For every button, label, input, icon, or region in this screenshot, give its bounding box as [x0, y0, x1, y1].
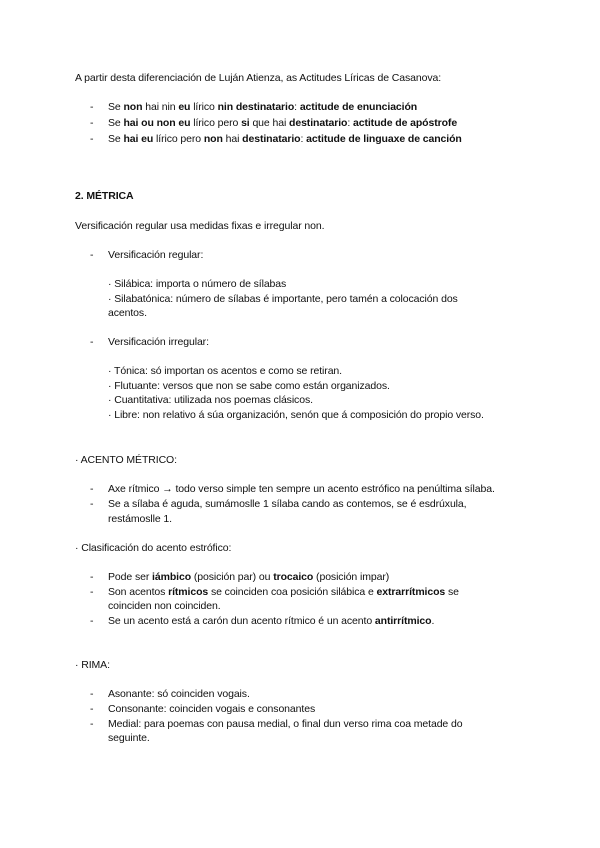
- text-run: Se un acento está a carón dun acento rítmico é un acento: [108, 615, 375, 627]
- section-heading-acento: · ACENTO MÉTRICO:: [75, 454, 177, 466]
- list-dash: -: [90, 336, 94, 348]
- list-item-irregular: Versificación irregular:: [108, 336, 209, 348]
- sub-item: acentos.: [108, 307, 147, 319]
- text-run: se coinciden coa posición silábica e: [208, 586, 377, 598]
- list-item: Se a sílaba é aguda, sumámoslle 1 sílaba cando as contemos, se é esdrúxula,: [108, 498, 467, 510]
- list-dash: -: [90, 483, 94, 495]
- text-run: .: [431, 615, 435, 627]
- list-dash: -: [90, 133, 94, 145]
- text-run: :: [294, 101, 300, 113]
- list-item: Axe rítmico → todo verso simple ten sempre un acento estrófico na penúltima sílaba.: [108, 483, 495, 495]
- bold-text: destinatario: [242, 133, 301, 145]
- bold-text: rítmicos: [168, 586, 209, 598]
- list-dash: -: [90, 586, 94, 598]
- metrica-intro: Versificación regular usa medidas fixas e irregular non.: [75, 220, 325, 232]
- bold-text: nin destinatario: [217, 101, 295, 113]
- sub-item: · Flutuante: versos que non se sabe como están organizados.: [108, 380, 390, 392]
- sub-item: · Cuantitativa: utilizada nos poemas clásicos.: [108, 394, 313, 406]
- bold-text: destinatario: [289, 117, 348, 129]
- text-run: (posición impar): [313, 571, 390, 583]
- sub-item: · Tónica: só importan os acentos e como se retiran.: [108, 365, 342, 377]
- list-dash: -: [90, 571, 94, 583]
- text-run: :: [300, 133, 307, 145]
- bold-text: extrarrítmicos: [376, 586, 446, 598]
- sub-item: · Libre: non relativo á súa organización, senón que á composición do propio verso.: [108, 409, 484, 421]
- list-dash: -: [90, 101, 94, 113]
- list-dash: -: [90, 703, 94, 715]
- sub-item: · Silabatónica: número de sílabas é importante, pero tamén a colocación dos: [108, 293, 458, 305]
- list-item-regular: Versificación regular:: [108, 249, 204, 261]
- text-run: Pode ser: [108, 571, 153, 583]
- list-dash: -: [90, 249, 94, 261]
- text-run: Se: [108, 101, 124, 113]
- bold-text: non: [123, 101, 143, 113]
- text-run: :: [347, 117, 353, 129]
- list-item: Asonante: só coinciden vogais.: [108, 688, 250, 700]
- bold-text: hai eu: [123, 133, 154, 145]
- list-item-continuation: seguinte.: [108, 732, 150, 744]
- bold-text: si: [241, 117, 250, 129]
- text-run: Son acentos: [108, 586, 169, 598]
- bold-text: actitude de linguaxe de canción: [306, 133, 462, 145]
- section-heading-rima: · RIMA:: [75, 659, 110, 671]
- list-item: [108, 132, 462, 146]
- list-item: [108, 116, 457, 130]
- bold-text: hai ou non eu: [123, 117, 191, 129]
- text-run: lírico pero: [153, 133, 204, 145]
- list-dash: -: [90, 117, 94, 129]
- list-item: [108, 100, 417, 114]
- intro-paragraph: A partir desta diferenciación de Luján Atienza, as Actitudes Líricas de Casanova:: [75, 72, 442, 84]
- text-run: hai: [222, 133, 243, 145]
- list-item-continuation: restámoslle 1.: [108, 513, 172, 525]
- bold-text: actitude de enunciación: [299, 101, 418, 113]
- bold-text: iámbico: [152, 571, 192, 583]
- list-dash: -: [90, 615, 94, 627]
- bold-text: actitude de apóstrofe: [352, 117, 458, 129]
- text-run: que hai: [249, 117, 290, 129]
- bold-text: non: [203, 133, 223, 145]
- bold-text: eu: [178, 101, 191, 113]
- text-run: (posición par) ou: [191, 571, 274, 583]
- bold-text: trocaico: [273, 571, 314, 583]
- list-item-continuation: coinciden non coinciden.: [108, 600, 221, 612]
- list-item: Medial: para poemas con pausa medial, o final dun verso rima coa metade do: [108, 718, 463, 730]
- text-run: se: [445, 586, 459, 598]
- section-heading-clasificacion: · Clasificación do acento estrófico:: [75, 542, 232, 554]
- text-run: Se: [108, 133, 124, 145]
- text-run: Se: [108, 117, 124, 129]
- section-heading-metrica: 2. MÉTRICA: [75, 190, 134, 202]
- list-item: [108, 614, 434, 628]
- list-dash: -: [90, 498, 94, 510]
- text-run: lírico pero: [190, 117, 242, 129]
- list-item: Consonante: coinciden vogais e consonantes: [108, 703, 316, 715]
- list-item: [108, 585, 459, 599]
- list-item: [108, 570, 389, 584]
- list-dash: -: [90, 688, 94, 700]
- bold-text: antirrítmico: [374, 615, 432, 627]
- list-dash: -: [90, 718, 94, 730]
- text-run: hai nin: [142, 101, 179, 113]
- text-run: lírico: [190, 101, 218, 113]
- sub-item: · Silábica: importa o número de sílabas: [108, 278, 287, 290]
